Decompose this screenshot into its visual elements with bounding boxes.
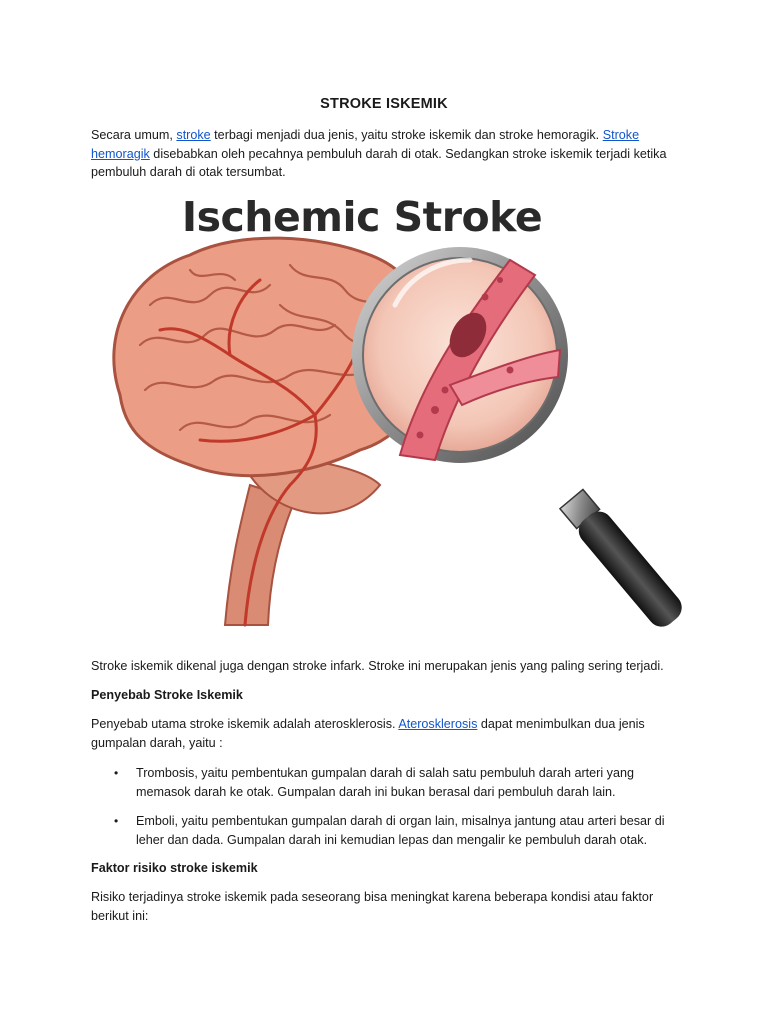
intro-text-1: Secara umum, [91, 128, 177, 142]
ischemic-stroke-figure [90, 185, 690, 647]
document-title: STROKE ISKEMIK [320, 96, 448, 112]
intro-text-3: disebabkan oleh pecahnya pembuluh darah di otak. Sedangkan stroke iskemik terjadi ketika pembuluh darah di otak tersumbat. [91, 146, 667, 179]
intro-paragraph [91, 126, 681, 182]
infark-paragraph: Stroke iskemik dikenal juga dengan stroke infark. Stroke ini merupakan jenis yang paling sering terjadi. [91, 659, 664, 673]
list-item [91, 812, 681, 849]
bullet-icon: • [114, 814, 119, 828]
faktor-risiko-heading: Faktor risiko stroke iskemik [91, 861, 258, 875]
stroke-link[interactable]: stroke [176, 128, 211, 142]
penyebab-text-2: dapat menimbulkan dua jenis gumpalan darah, yaitu : [91, 717, 645, 750]
bullet-icon: • [114, 766, 119, 780]
brain-illustration-icon [90, 185, 690, 647]
faktor-risiko-paragraph: Risiko terjadinya stroke iskemik pada seseorang bisa meningkat karena beberapa kondisi atau faktor berikut ini: [91, 890, 654, 923]
stroke-hemoragik-link[interactable]: Stroke hemoragik [91, 128, 640, 161]
penyebab-text-1: Penyebab utama stroke iskemik adalah aterosklerosis. [91, 717, 399, 731]
aterosklerosis-link[interactable]: Aterosklerosis [398, 717, 478, 731]
penyebab-paragraph [91, 715, 681, 752]
bullet-text: Trombosis, yaitu pembentukan gumpalan darah di salah satu pembuluh darah arteri yang memasok darah ke otak. Gumpalan darah ini bukan berasal dari pembuluh darah lain. [136, 766, 634, 799]
clot-type-list [91, 764, 681, 860]
figure-title: Ischemic Stroke [181, 193, 543, 241]
bullet-text: Emboli, yaitu pembentukan gumpalan darah di organ lain, misalnya jantung atau arteri besar di leher dan dada. Gumpalan darah ini kemudian lepas dan mengalir ke pembuluh darah otak. [136, 814, 665, 847]
penyebab-heading: Penyebab Stroke Iskemik [91, 688, 243, 702]
list-item [91, 764, 681, 801]
intro-text-2: terbagi menjadi dua jenis, yaitu stroke iskemik dan stroke hemoragik. [210, 128, 603, 142]
